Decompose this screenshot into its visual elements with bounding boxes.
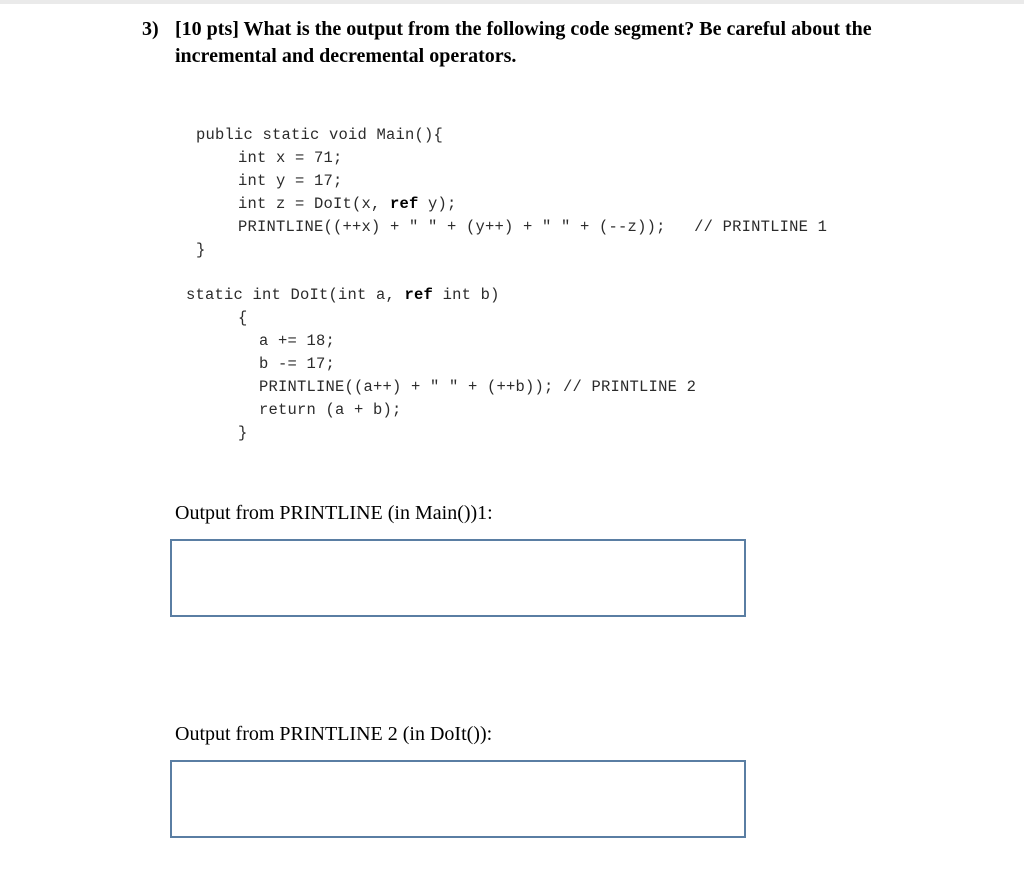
doit-open-brace: {	[238, 309, 248, 327]
doit-close-brace: }	[238, 424, 248, 442]
main-line-x: int x = 71;	[238, 149, 343, 167]
ref-keyword: ref	[390, 195, 419, 213]
answer-label-1: Output from PRINTLINE (in Main())1:	[175, 502, 493, 524]
answer-box-1[interactable]	[170, 539, 746, 617]
doit-signature	[186, 284, 500, 307]
main-line-z-start: int z = DoIt(x,	[238, 195, 391, 213]
doit-signature-start: static int DoIt(int a,	[186, 286, 405, 304]
question-text: [10 pts] What is the output from the following code segment? Be careful about the incremental and decremental operators.	[175, 18, 872, 67]
main-signature: public static void Main(){	[196, 126, 444, 144]
main-close-brace: }	[196, 241, 206, 259]
ref-keyword: ref	[404, 286, 434, 304]
main-line-print: PRINTLINE((++x) + " " + (y++) + " " + (--z)); // PRINTLINE 1	[238, 218, 828, 236]
doit-line-a: a += 18;	[259, 332, 336, 350]
question-number: 3)	[142, 18, 159, 40]
main-line-y: int y = 17;	[238, 172, 343, 190]
doit-line-return: return (a + b);	[259, 401, 402, 419]
doit-line-b: b -= 17;	[259, 355, 336, 373]
answer-label-2: Output from PRINTLINE 2 (in DoIt()):	[175, 723, 493, 745]
doit-signature-end: int b)	[433, 286, 500, 304]
main-line-z-end: y);	[418, 195, 457, 213]
top-divider	[0, 0, 1024, 4]
answer-box-2[interactable]	[170, 760, 746, 838]
doit-line-print: PRINTLINE((a++) + " " + (++b)); // PRINTLINE 2	[259, 378, 697, 396]
main-line-z	[238, 193, 457, 216]
